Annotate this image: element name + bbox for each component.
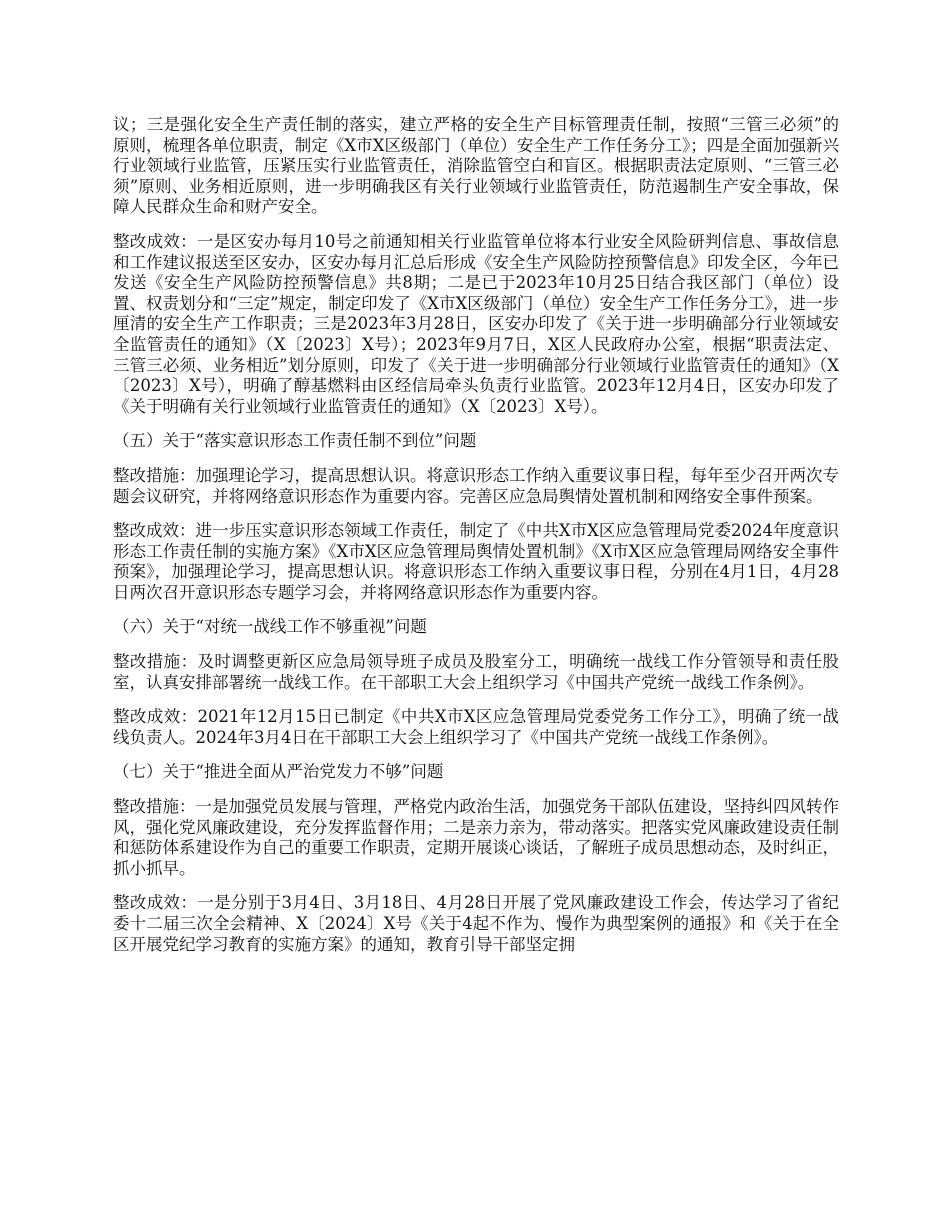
paragraph-continuation: 议；三是强化安全生产责任制的落实，建立严格的安全生产目标管理责任制，按照“三管三必须”的原则，梳理各单位职责，制定《X市X区级部门（单位）安全生产工作任务分工》；四是全面加强新兴行业领域行业监管，压紧压实行业监管责任，消除监管空白和盲区。根据职责法定原则、“三管三必须”原则、业务相近原则，进一步明确我区有关行业领域行业监管责任，防范遏制生产安全事故，保障人民群众生命和财产安全。 <box>113 115 839 217</box>
paragraph-rectification-measure: 整改措施：一是加强党员发展与管理，严格党内政治生活，加强党务干部队伍建设，坚持纠四风转作风，强化党风廉政建设，充分发挥监督作用；二是亲力亲为，带动落实。把落实党风廉政建设责任制和惩防体系建设作为自己的重要工作职责，定期开展谈心谈话，了解班子成员思想动态，及时纠正，抓小抓早。 <box>113 797 839 878</box>
section-heading-5: （五）关于“落实意识形态工作责任制不到位”问题 <box>113 431 477 451</box>
paragraph-rectification-result: 整改成效：一是区安办每月10号之前通知相关行业监管单位将本行业安全风险研判信息、事故信息和工作建议报送至区安办，区安办每月汇总后形成《安全生产风险防控预警信息》印发全区，今年已发送《安全生产风险防控预警信息》共8期；二是已于2023年10月25日结合我区部门（单位）设置、权责划分和“三定”规定，制定印发了《X市X区级部门（单位）安全生产工作任务分工》，进一步厘清的安全生产工作职责；三是2023年3月28日，区安办印发了《关于进一步明确部分行业领域安全监管责任的通知》（X〔2023〕X号）；2023年9月7日，X区人民政府办公室，根据“职责法定、三管三必须、业务相近”划分原则，印发了《关于进一步明确部分行业领域行业监管责任的通知》（X〔2023〕X号），明确了醇基燃料由区经信局牵头负责行业监管。2023年12月4日，区安办印发了《关于明确有关行业领域行业监管责任的通知》（X〔2023〕X号）。 <box>113 231 839 416</box>
section-heading-6: （六）关于“对统一战线工作不够重视”问题 <box>113 617 427 637</box>
paragraph-rectification-measure: 整改措施：加强理论学习，提高思想认识。将意识形态工作纳入重要议事日程，每年至少召开两次专题会议研究，并将网络意识形态作为重要内容。完善区应急局舆情处置机制和网络安全事件预案。 <box>113 465 839 506</box>
document-page <box>113 115 839 969</box>
section-heading-7: （七）关于“推进全面从严治党发力不够”问题 <box>113 762 444 782</box>
paragraph-rectification-measure: 整改措施：及时调整更新区应急局领导班子成员及股室分工，明确统一战线工作分管领导和责任股室，认真安排部署统一战线工作。在干部职工大会上组织学习《中国共产党统一战线工作条例》。 <box>113 652 839 692</box>
paragraph-rectification-result: 整改成效：一是分别于3月4日、3月18日、4月28日开展了党风廉政建设工作会，传达学习了省纪委十二届三次全会精神、X〔2024〕X号《关于4起不作为、慢作为典型案例的通报》和《关于在全区开展党纪学习教育的实施方案》的通知，教育引导干部坚定拥 <box>113 893 839 954</box>
paragraph-rectification-result: 整改成效：进一步压实意识形态领域工作责任，制定了《中共X市X区应急管理局党委2024年度意识形态工作责任制的实施方案》《X市X区应急管理局舆情处置机制》《X市X区应急管理局网络安全事件预案》，加强理论学习，提高思想认识。将意识形态工作纳入重要议事日程，分别在4月1日，4月28日两次召开意识形态专题学习会，并将网络意识形态作为重要内容。 <box>113 521 839 602</box>
paragraph-rectification-result: 整改成效：2021年12月15日已制定《中共X市X区应急管理局党委党务工作分工》，明确了统一战线负责人。2024年3月4日在干部职工大会上组织学习了《中国共产党统一战线工作条例》。 <box>113 707 839 747</box>
